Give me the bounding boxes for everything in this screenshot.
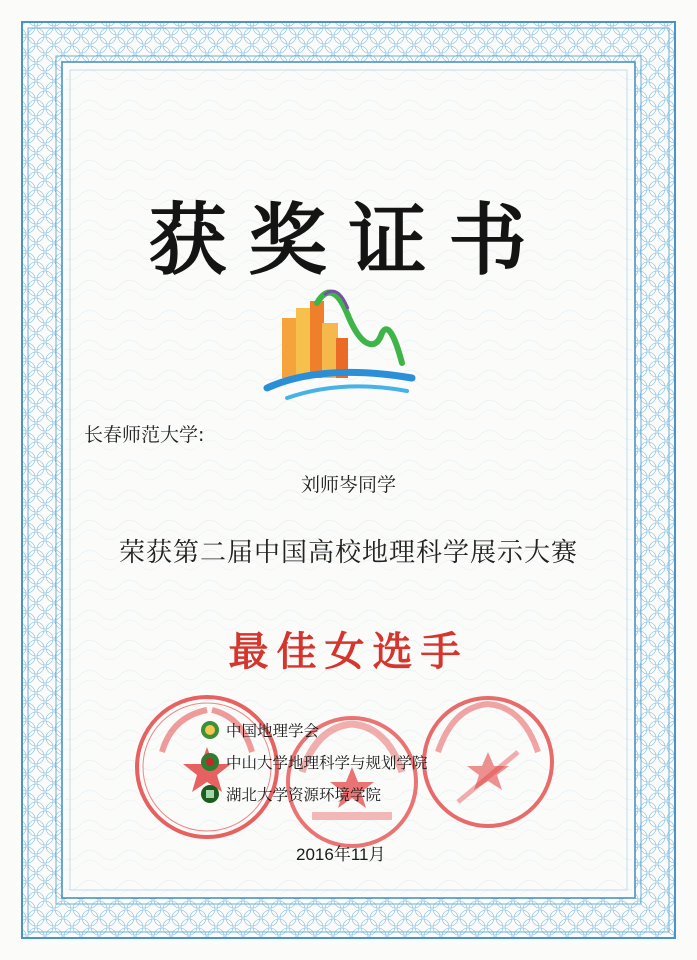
organizer-list	[200, 714, 428, 810]
organizer-item	[200, 714, 428, 746]
award-title: 最佳女选手	[228, 628, 469, 675]
society-emblem-icon	[200, 720, 220, 740]
organizer-name: 中国地理学会	[226, 722, 320, 740]
hubu-emblem-icon	[200, 784, 220, 804]
achievement-text: 荣获第二届中国高校地理科学展示大赛	[118, 538, 578, 568]
recipient-school: 长春师范大学:	[84, 424, 205, 446]
sysu-emblem-icon	[200, 752, 220, 772]
issue-date: 2016年11月	[296, 845, 386, 864]
certificate-title: 获奖证书	[148, 195, 549, 286]
organizer-item	[200, 746, 428, 778]
organizer-name: 中山大学地理科学与规划学院	[226, 754, 428, 772]
organizer-item	[200, 778, 428, 810]
seal-hubu-icon	[418, 692, 558, 832]
competition-logo-icon	[262, 283, 422, 403]
recipient-name: 刘师岑同学	[300, 474, 396, 496]
organizer-name: 湖北大学资源环境学院	[226, 786, 382, 804]
